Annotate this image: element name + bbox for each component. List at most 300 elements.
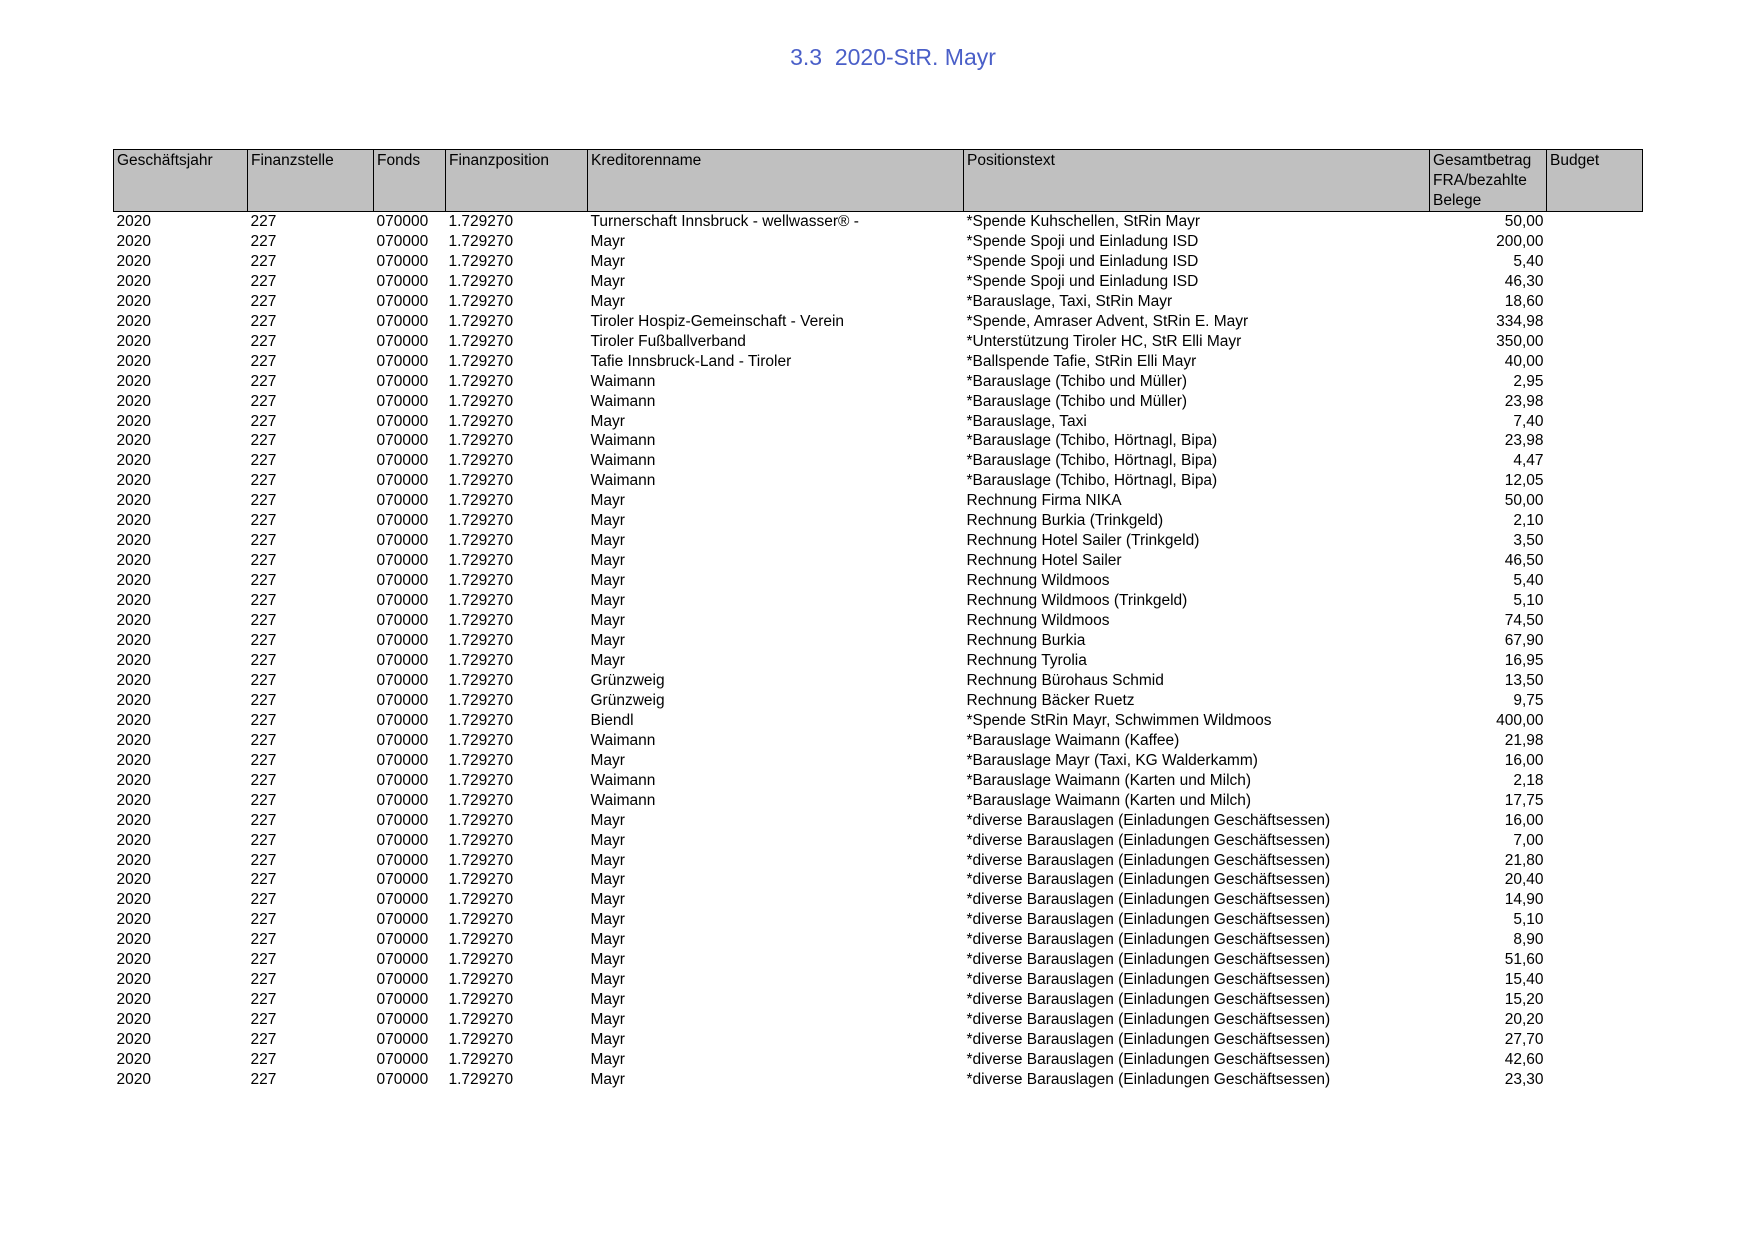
cell-finanzposition: 1.729270 xyxy=(448,612,514,630)
cell-positionstext: *Ballspende Tafie, StRin Elli Mayr xyxy=(966,352,1197,370)
cell-finanzstelle: 227 xyxy=(250,651,277,669)
table-row xyxy=(114,711,1643,731)
table-row xyxy=(114,451,1643,471)
cell-finanzposition: 1.729270 xyxy=(448,432,514,450)
cell-finanzstelle: 227 xyxy=(250,352,277,370)
cell-budget xyxy=(1547,451,1643,471)
cell-geschaeftsjahr: 2020 xyxy=(116,731,151,749)
cell-geschaeftsjahr: 2020 xyxy=(116,552,151,570)
cell-gesamtbetrag: 7,00 xyxy=(1513,831,1544,849)
cell-positionstext: *Spende Spoji und Einladung ISD xyxy=(966,272,1199,290)
cell-geschaeftsjahr: 2020 xyxy=(116,452,151,470)
cell-budget xyxy=(1547,890,1643,910)
cell-fonds: 070000 xyxy=(376,532,429,550)
cell-geschaeftsjahr: 2020 xyxy=(116,911,151,929)
cell-geschaeftsjahr: 2020 xyxy=(116,711,151,729)
cell-finanzstelle: 227 xyxy=(250,312,277,330)
cell-finanzposition: 1.729270 xyxy=(448,751,514,769)
cell-geschaeftsjahr: 2020 xyxy=(116,232,151,250)
cell-finanzstelle: 227 xyxy=(250,831,277,849)
cell-kreditorenname: Turnerschaft Innsbruck - wellwasser® - xyxy=(590,213,859,230)
cell-kreditorenname: Waimann xyxy=(590,452,656,470)
cell-gesamtbetrag: 5,10 xyxy=(1513,592,1544,610)
cell-positionstext: *diverse Barauslagen (Einladungen Geschäftsessen) xyxy=(966,891,1331,909)
cell-gesamtbetrag: 20,40 xyxy=(1504,871,1544,889)
cell-budget xyxy=(1547,990,1643,1010)
cell-budget xyxy=(1547,751,1643,771)
cell-gesamtbetrag: 5,40 xyxy=(1513,252,1544,270)
table-row xyxy=(114,731,1643,751)
table-row xyxy=(114,771,1643,791)
cell-kreditorenname: Mayr xyxy=(590,512,625,530)
cell-geschaeftsjahr: 2020 xyxy=(116,292,151,310)
cell-gesamtbetrag: 2,10 xyxy=(1513,512,1544,530)
table-row xyxy=(114,352,1643,372)
cell-kreditorenname: Tiroler Fußballverband xyxy=(590,332,746,350)
cell-gesamtbetrag: 5,10 xyxy=(1513,911,1544,929)
cell-kreditorenname: Mayr xyxy=(590,1070,625,1088)
cell-positionstext: Rechnung Bürohaus Schmid xyxy=(966,671,1164,689)
cell-geschaeftsjahr: 2020 xyxy=(116,1070,151,1088)
cell-finanzposition: 1.729270 xyxy=(448,492,514,510)
header-positionstext: Positionstext xyxy=(964,150,1430,212)
header-finanzstelle: Finanzstelle xyxy=(248,150,374,212)
cell-positionstext: *Barauslage Waimann (Karten und Milch) xyxy=(966,771,1252,789)
cell-budget xyxy=(1547,292,1643,312)
ledger-table xyxy=(113,149,1643,1090)
cell-kreditorenname: Waimann xyxy=(590,392,656,410)
cell-positionstext: Rechnung Burkia (Trinkgeld) xyxy=(966,512,1164,530)
header-gesamtbetrag: Gesamtbetrag FRA/bezahlte Belege xyxy=(1430,150,1547,212)
cell-finanzposition: 1.729270 xyxy=(448,671,514,689)
table-row xyxy=(114,890,1643,910)
header-fonds: Fonds xyxy=(374,150,446,212)
cell-finanzstelle: 227 xyxy=(250,991,277,1009)
cell-geschaeftsjahr: 2020 xyxy=(116,512,151,530)
cell-positionstext: *Barauslage (Tchibo, Hörtnagl, Bipa) xyxy=(966,432,1218,450)
cell-finanzstelle: 227 xyxy=(250,632,277,650)
cell-finanzstelle: 227 xyxy=(250,711,277,729)
cell-finanzstelle: 227 xyxy=(250,731,277,749)
cell-finanzstelle: 227 xyxy=(250,931,277,949)
cell-kreditorenname: Grünzweig xyxy=(590,671,665,689)
cell-budget xyxy=(1547,272,1643,292)
cell-gesamtbetrag: 16,95 xyxy=(1504,651,1544,669)
cell-budget xyxy=(1547,791,1643,811)
cell-finanzposition: 1.729270 xyxy=(448,651,514,669)
table-row xyxy=(114,312,1643,332)
cell-finanzstelle: 227 xyxy=(250,1051,277,1069)
cell-positionstext: *diverse Barauslagen (Einladungen Geschäftsessen) xyxy=(966,931,1331,949)
cell-gesamtbetrag: 40,00 xyxy=(1504,352,1544,370)
cell-kreditorenname: Mayr xyxy=(590,871,625,889)
cell-budget xyxy=(1547,352,1643,372)
cell-kreditorenname: Mayr xyxy=(590,292,625,310)
cell-kreditorenname: Mayr xyxy=(590,272,625,290)
cell-positionstext: *diverse Barauslagen (Einladungen Geschäftsessen) xyxy=(966,831,1331,849)
cell-positionstext: *Barauslage (Tchibo und Müller) xyxy=(966,372,1188,390)
cell-fonds: 070000 xyxy=(376,213,429,230)
cell-kreditorenname: Mayr xyxy=(590,971,625,989)
cell-finanzstelle: 227 xyxy=(250,612,277,630)
cell-finanzposition: 1.729270 xyxy=(448,831,514,849)
cell-finanzstelle: 227 xyxy=(250,771,277,789)
cell-geschaeftsjahr: 2020 xyxy=(116,851,151,869)
cell-kreditorenname: Mayr xyxy=(590,252,625,270)
table-row xyxy=(114,791,1643,811)
cell-kreditorenname: Mayr xyxy=(590,891,625,909)
cell-kreditorenname: Mayr xyxy=(590,831,625,849)
cell-kreditorenname: Mayr xyxy=(590,612,625,630)
cell-finanzstelle: 227 xyxy=(250,891,277,909)
cell-finanzstelle: 227 xyxy=(250,671,277,689)
cell-positionstext: *diverse Barauslagen (Einladungen Geschäftsessen) xyxy=(966,1051,1331,1069)
cell-fonds: 070000 xyxy=(376,432,429,450)
cell-gesamtbetrag: 21,80 xyxy=(1504,851,1544,869)
cell-budget xyxy=(1547,731,1643,751)
cell-gesamtbetrag: 23,98 xyxy=(1504,432,1544,450)
cell-finanzposition: 1.729270 xyxy=(448,851,514,869)
cell-fonds: 070000 xyxy=(376,991,429,1009)
cell-geschaeftsjahr: 2020 xyxy=(116,871,151,889)
cell-finanzstelle: 227 xyxy=(250,911,277,929)
table-row xyxy=(114,332,1643,352)
cell-finanzposition: 1.729270 xyxy=(448,791,514,809)
cell-finanzstelle: 227 xyxy=(250,751,277,769)
cell-budget xyxy=(1547,392,1643,412)
cell-fonds: 070000 xyxy=(376,811,429,829)
cell-finanzposition: 1.729270 xyxy=(448,213,514,230)
cell-fonds: 070000 xyxy=(376,871,429,889)
cell-finanzposition: 1.729270 xyxy=(448,332,514,350)
table-row xyxy=(114,870,1643,890)
cell-budget xyxy=(1547,771,1643,791)
cell-budget xyxy=(1547,591,1643,611)
cell-geschaeftsjahr: 2020 xyxy=(116,991,151,1009)
cell-kreditorenname: Mayr xyxy=(590,492,625,510)
table-row xyxy=(114,831,1643,851)
cell-gesamtbetrag: 51,60 xyxy=(1504,951,1544,969)
cell-geschaeftsjahr: 2020 xyxy=(116,592,151,610)
cell-finanzposition: 1.729270 xyxy=(448,312,514,330)
cell-finanzposition: 1.729270 xyxy=(448,731,514,749)
cell-geschaeftsjahr: 2020 xyxy=(116,252,151,270)
cell-finanzposition: 1.729270 xyxy=(448,871,514,889)
header-budget: Budget xyxy=(1547,150,1643,212)
cell-geschaeftsjahr: 2020 xyxy=(116,572,151,590)
cell-gesamtbetrag: 50,00 xyxy=(1504,213,1544,230)
cell-gesamtbetrag: 8,90 xyxy=(1513,931,1544,949)
cell-gesamtbetrag: 5,40 xyxy=(1513,572,1544,590)
cell-positionstext: *Barauslage (Tchibo, Hörtnagl, Bipa) xyxy=(966,472,1218,490)
table-row xyxy=(114,252,1643,272)
cell-gesamtbetrag: 14,90 xyxy=(1504,891,1544,909)
table-row xyxy=(114,1010,1643,1030)
cell-finanzstelle: 227 xyxy=(250,492,277,510)
cell-finanzposition: 1.729270 xyxy=(448,232,514,250)
cell-fonds: 070000 xyxy=(376,771,429,789)
cell-budget xyxy=(1547,511,1643,531)
cell-finanzstelle: 227 xyxy=(250,1031,277,1049)
cell-finanzstelle: 227 xyxy=(250,272,277,290)
cell-finanzstelle: 227 xyxy=(250,951,277,969)
cell-finanzstelle: 227 xyxy=(250,1070,277,1088)
table-row xyxy=(114,491,1643,511)
header-row xyxy=(114,150,1643,212)
cell-budget xyxy=(1547,1010,1643,1030)
cell-gesamtbetrag: 46,30 xyxy=(1504,272,1544,290)
cell-budget xyxy=(1547,491,1643,511)
cell-gesamtbetrag: 350,00 xyxy=(1496,332,1544,350)
table-row xyxy=(114,651,1643,671)
cell-kreditorenname: Mayr xyxy=(590,592,625,610)
table-row xyxy=(114,471,1643,491)
cell-gesamtbetrag: 200,00 xyxy=(1496,232,1544,250)
table-row xyxy=(114,372,1643,392)
cell-geschaeftsjahr: 2020 xyxy=(116,392,151,410)
cell-budget xyxy=(1547,332,1643,352)
table-row xyxy=(114,751,1643,771)
cell-kreditorenname: Mayr xyxy=(590,951,625,969)
cell-positionstext: *Barauslage, Taxi, StRin Mayr xyxy=(966,292,1173,310)
table-row xyxy=(114,571,1643,591)
cell-gesamtbetrag: 12,05 xyxy=(1504,472,1544,490)
cell-finanzposition: 1.729270 xyxy=(448,691,514,709)
table-row xyxy=(114,811,1643,831)
cell-fonds: 070000 xyxy=(376,332,429,350)
cell-positionstext: *Barauslage, Taxi xyxy=(966,412,1087,430)
cell-finanzstelle: 227 xyxy=(250,372,277,390)
cell-positionstext: *diverse Barauslagen (Einladungen Geschäftsessen) xyxy=(966,851,1331,869)
cell-finanzposition: 1.729270 xyxy=(448,392,514,410)
cell-geschaeftsjahr: 2020 xyxy=(116,831,151,849)
cell-finanzstelle: 227 xyxy=(250,871,277,889)
cell-fonds: 070000 xyxy=(376,831,429,849)
table-row xyxy=(114,691,1643,711)
cell-fonds: 070000 xyxy=(376,1011,429,1029)
header-kreditorenname: Kreditorenname xyxy=(588,150,964,212)
cell-fonds: 070000 xyxy=(376,731,429,749)
cell-finanzstelle: 227 xyxy=(250,572,277,590)
table-row xyxy=(114,412,1643,432)
cell-gesamtbetrag: 46,50 xyxy=(1504,552,1544,570)
table-row xyxy=(114,671,1643,691)
cell-positionstext: *diverse Barauslagen (Einladungen Geschäftsessen) xyxy=(966,971,1331,989)
cell-finanzstelle: 227 xyxy=(250,512,277,530)
cell-budget xyxy=(1547,970,1643,990)
cell-budget xyxy=(1547,831,1643,851)
cell-finanzposition: 1.729270 xyxy=(448,1011,514,1029)
cell-budget xyxy=(1547,372,1643,392)
cell-positionstext: Rechnung Burkia xyxy=(966,632,1086,650)
cell-fonds: 070000 xyxy=(376,671,429,689)
cell-gesamtbetrag: 67,90 xyxy=(1504,632,1544,650)
cell-positionstext: Rechnung Hotel Sailer xyxy=(966,552,1122,570)
cell-gesamtbetrag: 21,98 xyxy=(1504,731,1544,749)
cell-positionstext: Rechnung Hotel Sailer (Trinkgeld) xyxy=(966,532,1200,550)
cell-finanzposition: 1.729270 xyxy=(448,1051,514,1069)
cell-fonds: 070000 xyxy=(376,552,429,570)
table-row xyxy=(114,1070,1643,1090)
cell-finanzstelle: 227 xyxy=(250,213,277,230)
cell-positionstext: Rechnung Tyrolia xyxy=(966,651,1087,669)
cell-geschaeftsjahr: 2020 xyxy=(116,372,151,390)
cell-finanzstelle: 227 xyxy=(250,412,277,430)
cell-gesamtbetrag: 9,75 xyxy=(1513,691,1544,709)
cell-kreditorenname: Mayr xyxy=(590,552,625,570)
table-row xyxy=(114,551,1643,571)
cell-positionstext: *Barauslage Mayr (Taxi, KG Walderkamm) xyxy=(966,751,1258,769)
cell-budget xyxy=(1547,811,1643,831)
cell-finanzstelle: 227 xyxy=(250,432,277,450)
cell-fonds: 070000 xyxy=(376,791,429,809)
cell-kreditorenname: Mayr xyxy=(590,751,625,769)
table-row xyxy=(114,511,1643,531)
cell-finanzstelle: 227 xyxy=(250,292,277,310)
cell-kreditorenname: Waimann xyxy=(590,372,656,390)
cell-finanzposition: 1.729270 xyxy=(448,991,514,1009)
cell-gesamtbetrag: 3,50 xyxy=(1513,532,1544,550)
cell-budget xyxy=(1547,870,1643,890)
cell-geschaeftsjahr: 2020 xyxy=(116,612,151,630)
cell-gesamtbetrag: 18,60 xyxy=(1504,292,1544,310)
cell-geschaeftsjahr: 2020 xyxy=(116,1011,151,1029)
cell-fonds: 070000 xyxy=(376,931,429,949)
cell-positionstext: *Unterstützung Tiroler HC, StR Elli Mayr xyxy=(966,332,1242,350)
cell-kreditorenname: Mayr xyxy=(590,1031,625,1049)
cell-gesamtbetrag: 27,70 xyxy=(1504,1031,1544,1049)
cell-geschaeftsjahr: 2020 xyxy=(116,971,151,989)
cell-finanzstelle: 227 xyxy=(250,392,277,410)
cell-gesamtbetrag: 74,50 xyxy=(1504,612,1544,630)
cell-finanzstelle: 227 xyxy=(250,1011,277,1029)
cell-geschaeftsjahr: 2020 xyxy=(116,1051,151,1069)
cell-geschaeftsjahr: 2020 xyxy=(116,671,151,689)
cell-finanzstelle: 227 xyxy=(250,552,277,570)
cell-finanzposition: 1.729270 xyxy=(448,452,514,470)
cell-budget xyxy=(1547,631,1643,651)
cell-positionstext: Rechnung Wildmoos xyxy=(966,612,1110,630)
cell-kreditorenname: Mayr xyxy=(590,911,625,929)
cell-fonds: 070000 xyxy=(376,711,429,729)
cell-finanzstelle: 227 xyxy=(250,532,277,550)
cell-kreditorenname: Mayr xyxy=(590,811,625,829)
cell-kreditorenname: Waimann xyxy=(590,472,656,490)
cell-geschaeftsjahr: 2020 xyxy=(116,412,151,430)
cell-geschaeftsjahr: 2020 xyxy=(116,492,151,510)
table-row xyxy=(114,431,1643,451)
cell-fonds: 070000 xyxy=(376,612,429,630)
cell-budget xyxy=(1547,571,1643,591)
header-finanzposition: Finanzposition xyxy=(446,150,588,212)
cell-budget xyxy=(1547,950,1643,970)
cell-fonds: 070000 xyxy=(376,632,429,650)
cell-finanzstelle: 227 xyxy=(250,691,277,709)
cell-finanzposition: 1.729270 xyxy=(448,572,514,590)
cell-kreditorenname: Grünzweig xyxy=(590,691,665,709)
cell-finanzposition: 1.729270 xyxy=(448,1031,514,1049)
cell-finanzposition: 1.729270 xyxy=(448,512,514,530)
cell-gesamtbetrag: 15,40 xyxy=(1504,971,1544,989)
cell-positionstext: *Barauslage Waimann (Kaffee) xyxy=(966,731,1180,749)
cell-geschaeftsjahr: 2020 xyxy=(116,332,151,350)
cell-gesamtbetrag: 42,60 xyxy=(1504,1051,1544,1069)
cell-kreditorenname: Mayr xyxy=(590,931,625,949)
cell-geschaeftsjahr: 2020 xyxy=(116,791,151,809)
cell-finanzposition: 1.729270 xyxy=(448,252,514,270)
cell-kreditorenname: Waimann xyxy=(590,771,656,789)
cell-budget xyxy=(1547,851,1643,871)
cell-fonds: 070000 xyxy=(376,472,429,490)
table-row xyxy=(114,212,1643,232)
cell-geschaeftsjahr: 2020 xyxy=(116,691,151,709)
cell-positionstext: *Spende Spoji und Einladung ISD xyxy=(966,252,1199,270)
cell-kreditorenname: Mayr xyxy=(590,232,625,250)
cell-kreditorenname: Mayr xyxy=(590,412,625,430)
cell-positionstext: *diverse Barauslagen (Einladungen Geschäftsessen) xyxy=(966,811,1331,829)
cell-budget xyxy=(1547,412,1643,432)
cell-positionstext: *diverse Barauslagen (Einladungen Geschäftsessen) xyxy=(966,1011,1331,1029)
cell-finanzposition: 1.729270 xyxy=(448,632,514,650)
cell-positionstext: *Spende StRin Mayr, Schwimmen Wildmoos xyxy=(966,711,1272,729)
cell-positionstext: Rechnung Firma NIKA xyxy=(966,492,1122,510)
cell-budget xyxy=(1547,1070,1643,1090)
cell-gesamtbetrag: 334,98 xyxy=(1496,312,1544,330)
cell-positionstext: *diverse Barauslagen (Einladungen Geschäftsessen) xyxy=(966,911,1331,929)
cell-kreditorenname: Tiroler Hospiz-Gemeinschaft - Verein xyxy=(590,312,845,330)
page-title: 3.3 2020-StR. Mayr xyxy=(790,44,996,70)
cell-finanzposition: 1.729270 xyxy=(448,811,514,829)
table-row xyxy=(114,232,1643,252)
cell-budget xyxy=(1547,651,1643,671)
cell-budget xyxy=(1547,1050,1643,1070)
cell-finanzstelle: 227 xyxy=(250,811,277,829)
cell-budget xyxy=(1547,431,1643,451)
cell-fonds: 070000 xyxy=(376,512,429,530)
cell-fonds: 070000 xyxy=(376,1031,429,1049)
cell-gesamtbetrag: 400,00 xyxy=(1496,711,1544,729)
cell-fonds: 070000 xyxy=(376,891,429,909)
cell-gesamtbetrag: 50,00 xyxy=(1504,492,1544,510)
table-header xyxy=(114,150,1643,212)
cell-finanzstelle: 227 xyxy=(250,971,277,989)
cell-gesamtbetrag: 7,40 xyxy=(1513,412,1544,430)
cell-finanzposition: 1.729270 xyxy=(448,711,514,729)
cell-kreditorenname: Mayr xyxy=(590,572,625,590)
cell-finanzposition: 1.729270 xyxy=(448,292,514,310)
cell-gesamtbetrag: 16,00 xyxy=(1504,751,1544,769)
cell-finanzposition: 1.729270 xyxy=(448,272,514,290)
table-row xyxy=(114,272,1643,292)
cell-positionstext: *Barauslage Waimann (Karten und Milch) xyxy=(966,791,1252,809)
cell-finanzposition: 1.729270 xyxy=(448,891,514,909)
cell-positionstext: *Spende Spoji und Einladung ISD xyxy=(966,232,1199,250)
cell-geschaeftsjahr: 2020 xyxy=(116,811,151,829)
cell-fonds: 070000 xyxy=(376,691,429,709)
table-row xyxy=(114,851,1643,871)
cell-finanzposition: 1.729270 xyxy=(448,951,514,969)
cell-fonds: 070000 xyxy=(376,751,429,769)
cell-fonds: 070000 xyxy=(376,372,429,390)
cell-kreditorenname: Waimann xyxy=(590,791,656,809)
cell-positionstext: *Barauslage (Tchibo und Müller) xyxy=(966,392,1188,410)
cell-kreditorenname: Waimann xyxy=(590,731,656,749)
cell-finanzstelle: 227 xyxy=(250,232,277,250)
cell-finanzposition: 1.729270 xyxy=(448,532,514,550)
cell-gesamtbetrag: 16,00 xyxy=(1504,811,1544,829)
cell-gesamtbetrag: 17,75 xyxy=(1504,791,1544,809)
cell-gesamtbetrag: 23,98 xyxy=(1504,392,1544,410)
